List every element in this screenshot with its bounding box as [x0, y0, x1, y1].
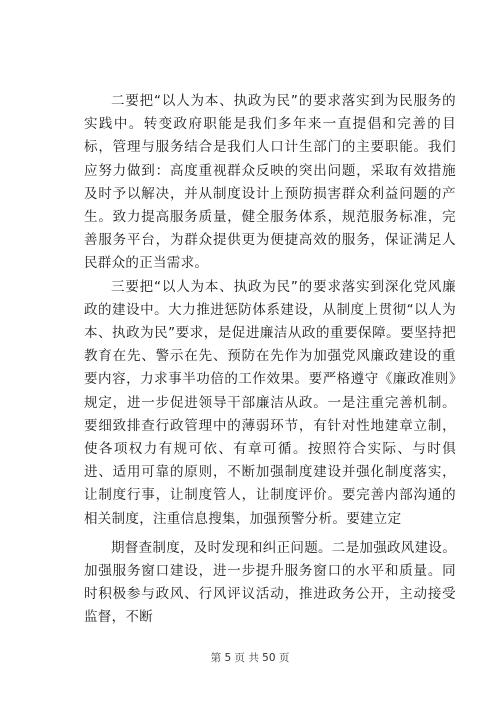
- document-body: [84, 90, 456, 630]
- page-footer: 第 5 页 共 50 页: [210, 652, 290, 664]
- paragraph-clean-government: 三要把“以人为本、执政为民”的要求落实到深化党风廉政的建设中。大力推进惩防体系建设，从制度上贯彻“以人为本、执政为民”要求，是促进廉洁从政的重要保障。要坚持把教育在先、警示在先、预防在先作为加强党风廉政建设的重要内容，力求事半功倍的工作效果。要严格遵守《廉政准则》规定，进一步促进领导干部廉洁从政。一是注重完善机制。要细致排查行政管理中的薄弱环节，有针对性地建章立制，使各项权力有规可依、有章可循。按照符合实际、与时俱进、适用可靠的原则，不断加强制度建设并强化制度落实，让制度行事，让制度管人，让制度评价。要完善内部沟通的相关制度，注重信息搜集，加强预警分析。要建立定: [84, 278, 456, 527]
- paragraph-supervision: 期督查制度，及时发现和纠正问题。二是加强政风建设。加强服务窗口建设，进一步提升服务窗口的水平和质量。同时积极参与政风、行风评议活动，推进政务公开，主动接受监督，不断: [84, 539, 456, 626]
- paragraph-service-practice: 二要把“以人为本、执政为民”的要求落实到为民服务的实践中。转变政府职能是我们多年来一直提倡和完善的目标，管理与服务结合是我们人口计生部门的主要职能。我们应努力做到：高度重视群众反映的突出问题，采取有效措施及时予以解决，并从制度设计上预防损害群众利益问题的产生。致力提高服务质量，健全服务体系，规范服务标准，完善服务平台，为群众提供更为便捷高效的服务，保证满足人民群众的正当需求。: [84, 93, 456, 272]
